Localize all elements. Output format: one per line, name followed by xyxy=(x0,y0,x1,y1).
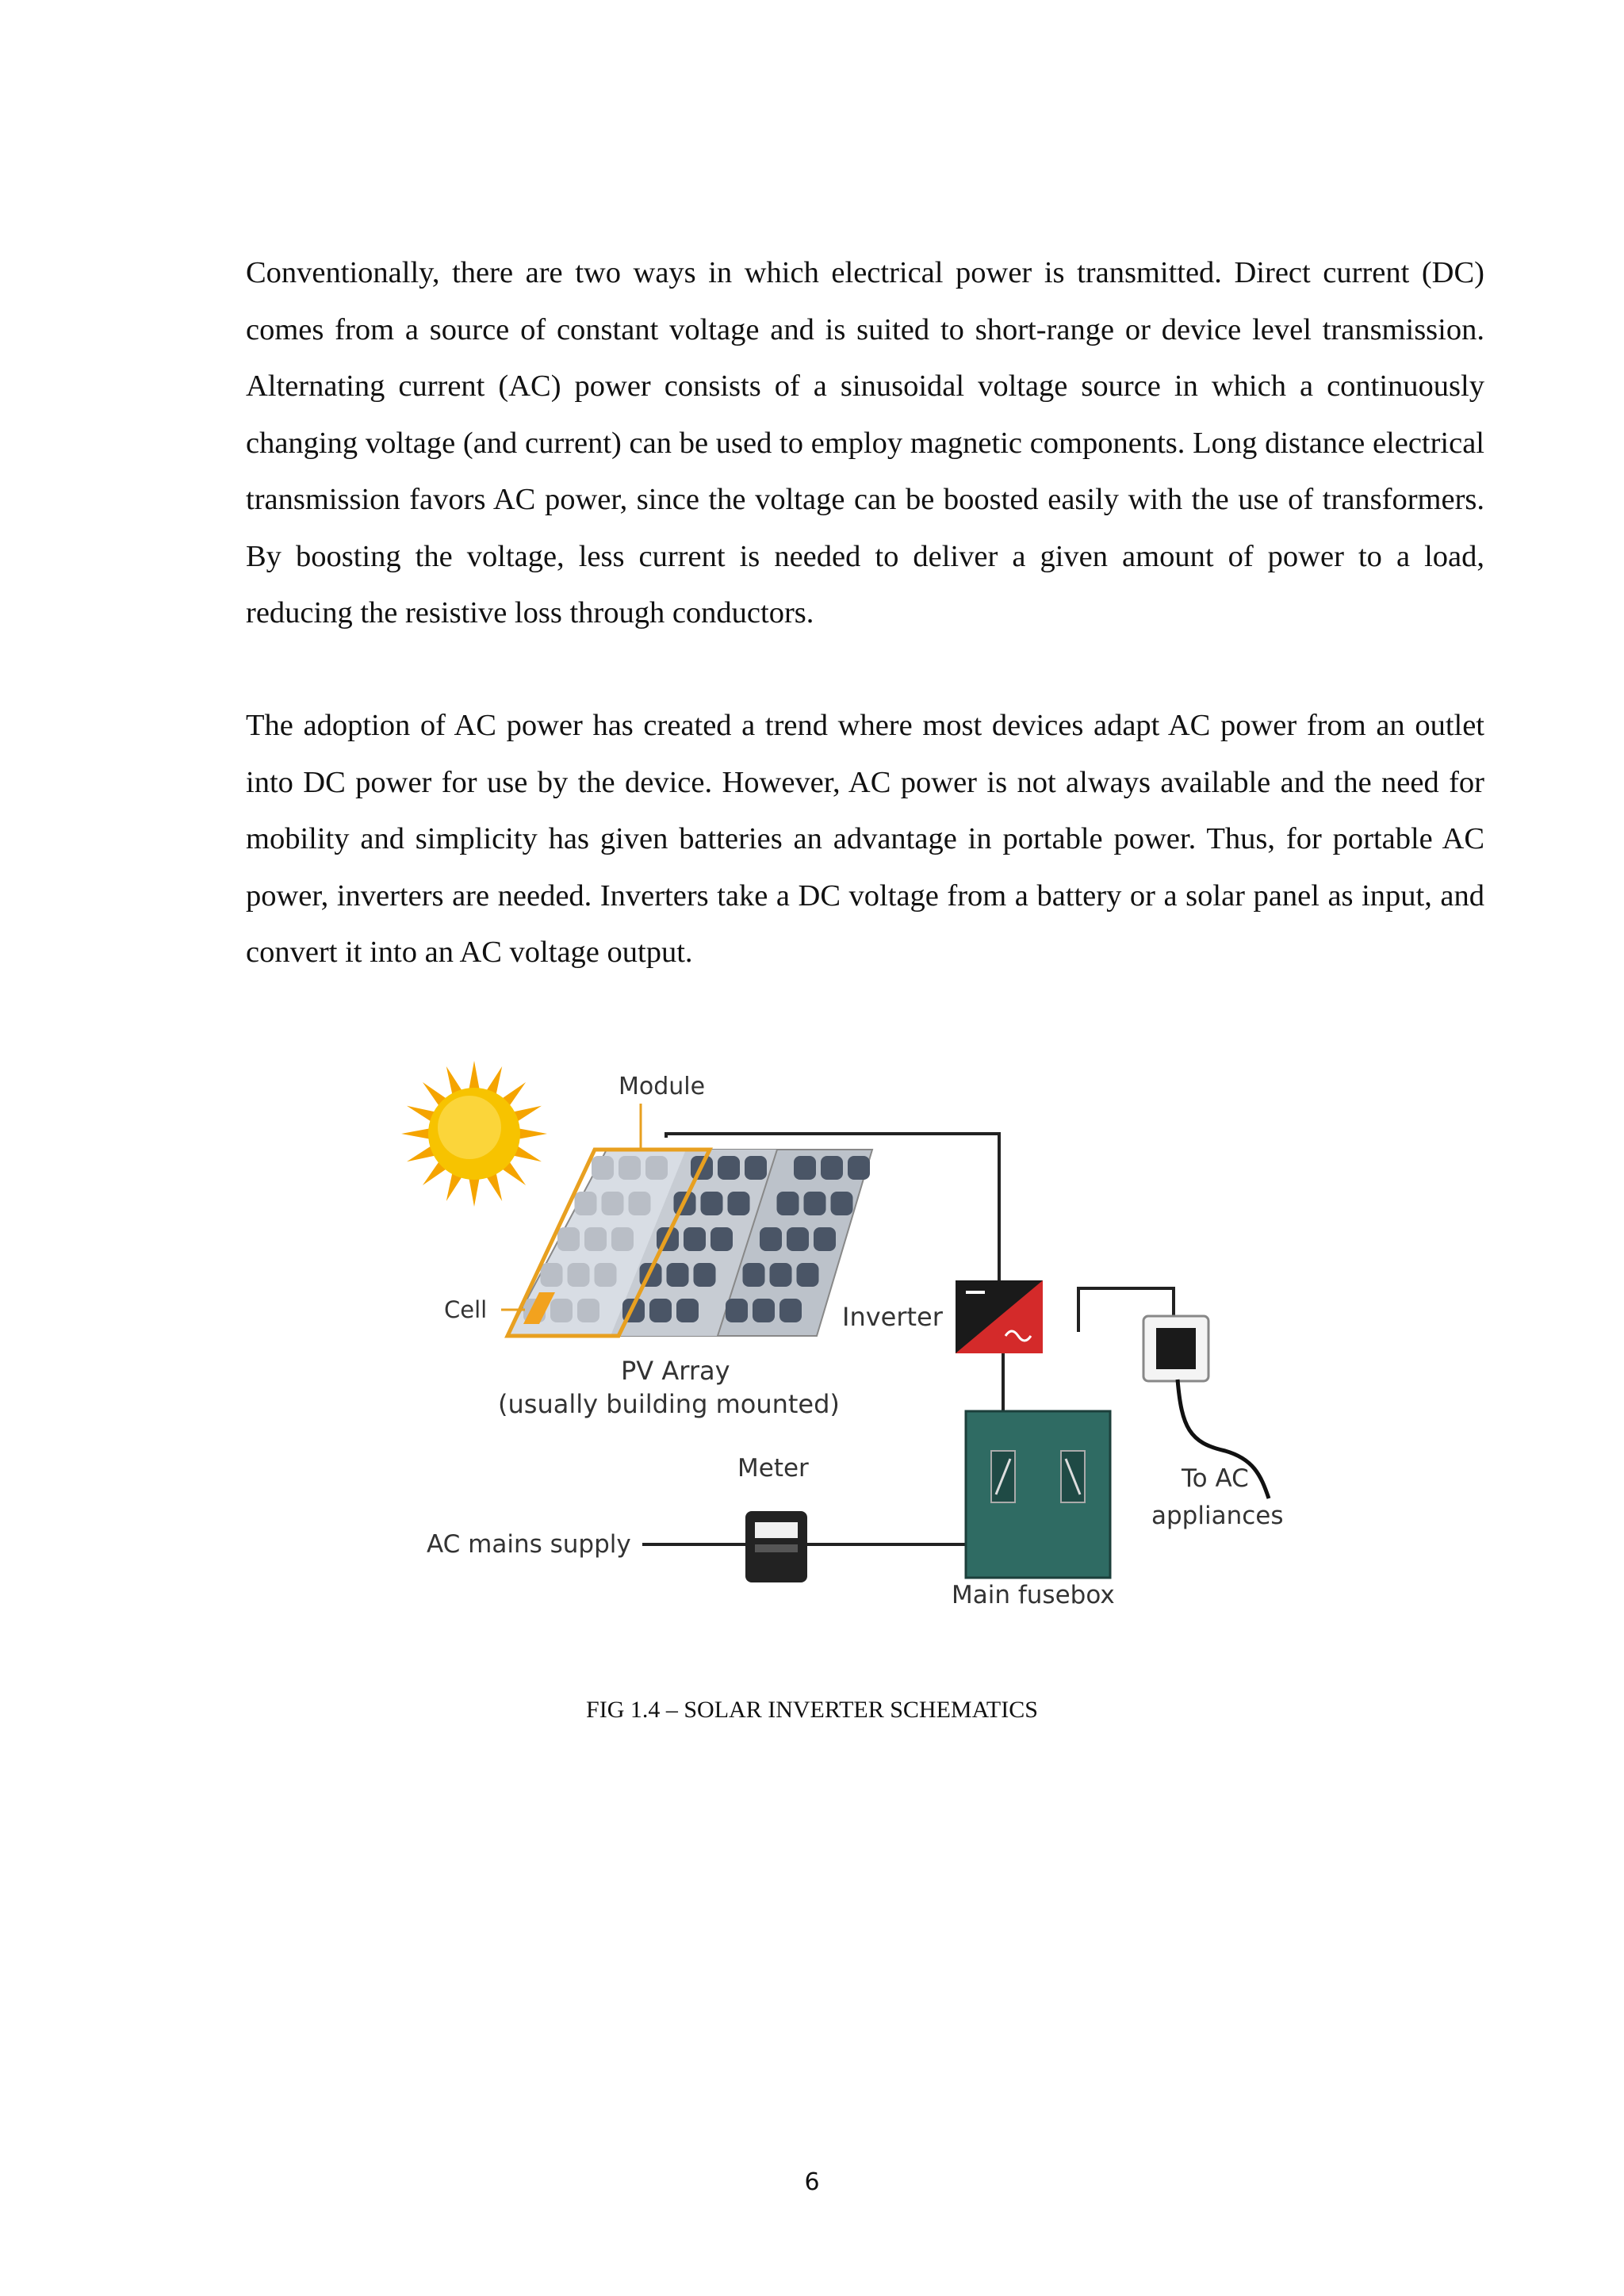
panel-cell xyxy=(701,1192,723,1215)
panel-cell xyxy=(753,1299,775,1322)
panel-cell xyxy=(797,1263,819,1287)
panel-cell xyxy=(667,1263,689,1287)
meter-device xyxy=(745,1511,807,1582)
panel-cell xyxy=(619,1156,641,1180)
pv-array xyxy=(508,1150,872,1336)
panel-cell xyxy=(595,1263,617,1287)
panel-cell xyxy=(575,1192,597,1215)
panel-cell xyxy=(743,1263,765,1287)
panel-cell xyxy=(779,1299,802,1322)
panel-cell xyxy=(541,1263,563,1287)
panel-cell xyxy=(745,1156,767,1180)
label-module: Module xyxy=(619,1073,706,1100)
panel-cell xyxy=(645,1156,668,1180)
panel-cell xyxy=(777,1192,799,1215)
sun-ray xyxy=(469,1178,479,1207)
solar-inverter-diagram xyxy=(396,1031,1308,1617)
panel-cell xyxy=(694,1263,716,1287)
sun-icon xyxy=(401,1061,547,1207)
panel-cell xyxy=(557,1227,580,1251)
panel-cell xyxy=(787,1227,809,1251)
panel-cell xyxy=(804,1192,826,1215)
panel-cell xyxy=(710,1227,733,1251)
panel-cell xyxy=(568,1263,590,1287)
panel-cell xyxy=(584,1227,607,1251)
panel-cell xyxy=(728,1192,750,1215)
panel-cell xyxy=(718,1156,740,1180)
panel-cell xyxy=(831,1192,853,1215)
page-number: 6 xyxy=(804,2168,820,2196)
label-ac-mains: AC mains supply xyxy=(427,1530,631,1559)
figure-caption: FIG 1.4 – SOLAR INVERTER SCHEMATICS xyxy=(586,1697,1038,1723)
body-paragraph-2: The adoption of AC power has created a trend where most devices adapt AC power from an outlet into DC power for use by the device. However, AC power is not always available and the need for mobility and simplicity has given batteries an advantage in portable power. Thus, for portable AC power, inverters are needed. Inverters take a DC voltage from a battery or a solar panel as input, and convert it into an AC voltage output. xyxy=(246,709,1484,969)
panel-cell xyxy=(848,1156,870,1180)
label-pv-array-note: (usually building mounted) xyxy=(498,1389,840,1419)
panel-cell xyxy=(602,1192,624,1215)
sun-ray xyxy=(401,1128,430,1138)
panel-cell xyxy=(814,1227,836,1251)
panel-cell xyxy=(821,1156,843,1180)
panel-cell xyxy=(629,1192,651,1215)
inverter-box xyxy=(956,1280,1043,1353)
label-meter: Meter xyxy=(737,1454,809,1483)
sun-ray xyxy=(469,1061,479,1089)
panel-cell xyxy=(760,1227,782,1251)
label-fusebox: Main fusebox xyxy=(952,1581,1115,1609)
panel-cell xyxy=(726,1299,748,1322)
panel-cell xyxy=(684,1227,706,1251)
sun-ray xyxy=(519,1128,547,1138)
label-to-ac: To AC xyxy=(1182,1464,1249,1493)
panel-cell xyxy=(577,1299,599,1322)
panel-cell xyxy=(592,1156,614,1180)
panel-cell xyxy=(770,1263,792,1287)
body-paragraph-1: Conventionally, there are two ways in which electrical power is transmitted. Direct current (DC) comes from a source of constant voltage and is suited to short-range or device level transmission. Alternating current (AC) power consists of a sinusoidal voltage source in which a continuously changing voltage (and current) can be used to employ magnetic components. Long distance electrical transmission favors AC power, since the voltage can be boosted easily with the use of transformers. By boosting the voltage, less current is needed to deliver a given amount of power to a load, reducing the resistive loss through conductors. xyxy=(246,256,1484,629)
panel-cell xyxy=(676,1299,699,1322)
panel-cell xyxy=(611,1227,634,1251)
panel-cell xyxy=(794,1156,816,1180)
label-pv-array: PV Array xyxy=(621,1356,730,1386)
panel-cell xyxy=(550,1299,573,1322)
label-cell: Cell xyxy=(444,1296,488,1323)
label-inverter: Inverter xyxy=(842,1302,943,1332)
label-appliances: appliances xyxy=(1151,1502,1284,1530)
main-fusebox xyxy=(966,1411,1110,1578)
panel-cell xyxy=(649,1299,672,1322)
